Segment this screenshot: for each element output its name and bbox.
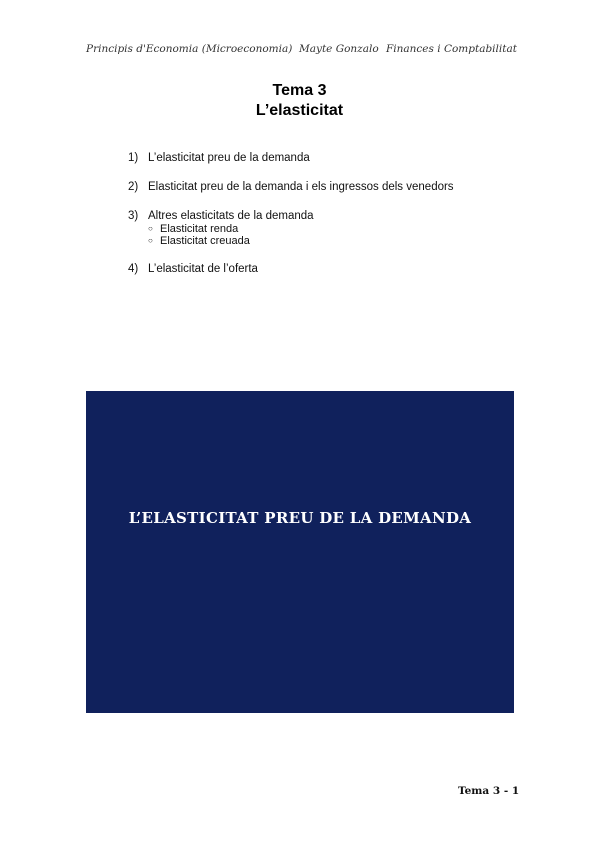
toc-item-number: 3) [128,210,139,222]
circle-bullet-icon: ○ [148,224,153,233]
toc-item-number: 4) [128,263,139,275]
title-topic-name: L’elasticitat [255,102,344,119]
toc-subitem [148,235,454,247]
toc-item [128,209,454,247]
toc-item-number: 2) [128,181,139,193]
page-number: Tema 3 - 1 [458,785,520,797]
toc-subitem-label: Elasticitat renda [160,223,239,235]
toc-item-label: Elasticitat preu de la demanda i els ingressos dels venedors [148,181,454,193]
header-department: Finances i Comptabilitat [386,43,517,55]
page-title [0,81,599,121]
toc-subitem [148,223,454,235]
toc-item [128,262,454,276]
circle-bullet-icon: ○ [148,236,153,245]
toc-item [128,151,454,165]
toc-item-label: L’elasticitat de l’oferta [148,263,258,275]
toc-item-label: L’elasticitat preu de la demanda [148,152,310,164]
slide-thumbnail [86,391,514,713]
toc-item-number: 1) [128,152,139,164]
header-course: Principis d'Economia (Microeconomia) [86,43,293,55]
table-of-contents [128,151,454,276]
toc-subitem-label: Elasticitat creuada [160,235,250,247]
toc-item-label: Altres elasticitats de la demanda [148,210,314,222]
toc-item [128,180,454,194]
header-author: Mayte Gonzalo [299,43,379,55]
title-topic-number: Tema 3 [272,82,327,99]
slide-title: L’ELASTICITAT PREU DE LA DEMANDA [128,509,472,527]
